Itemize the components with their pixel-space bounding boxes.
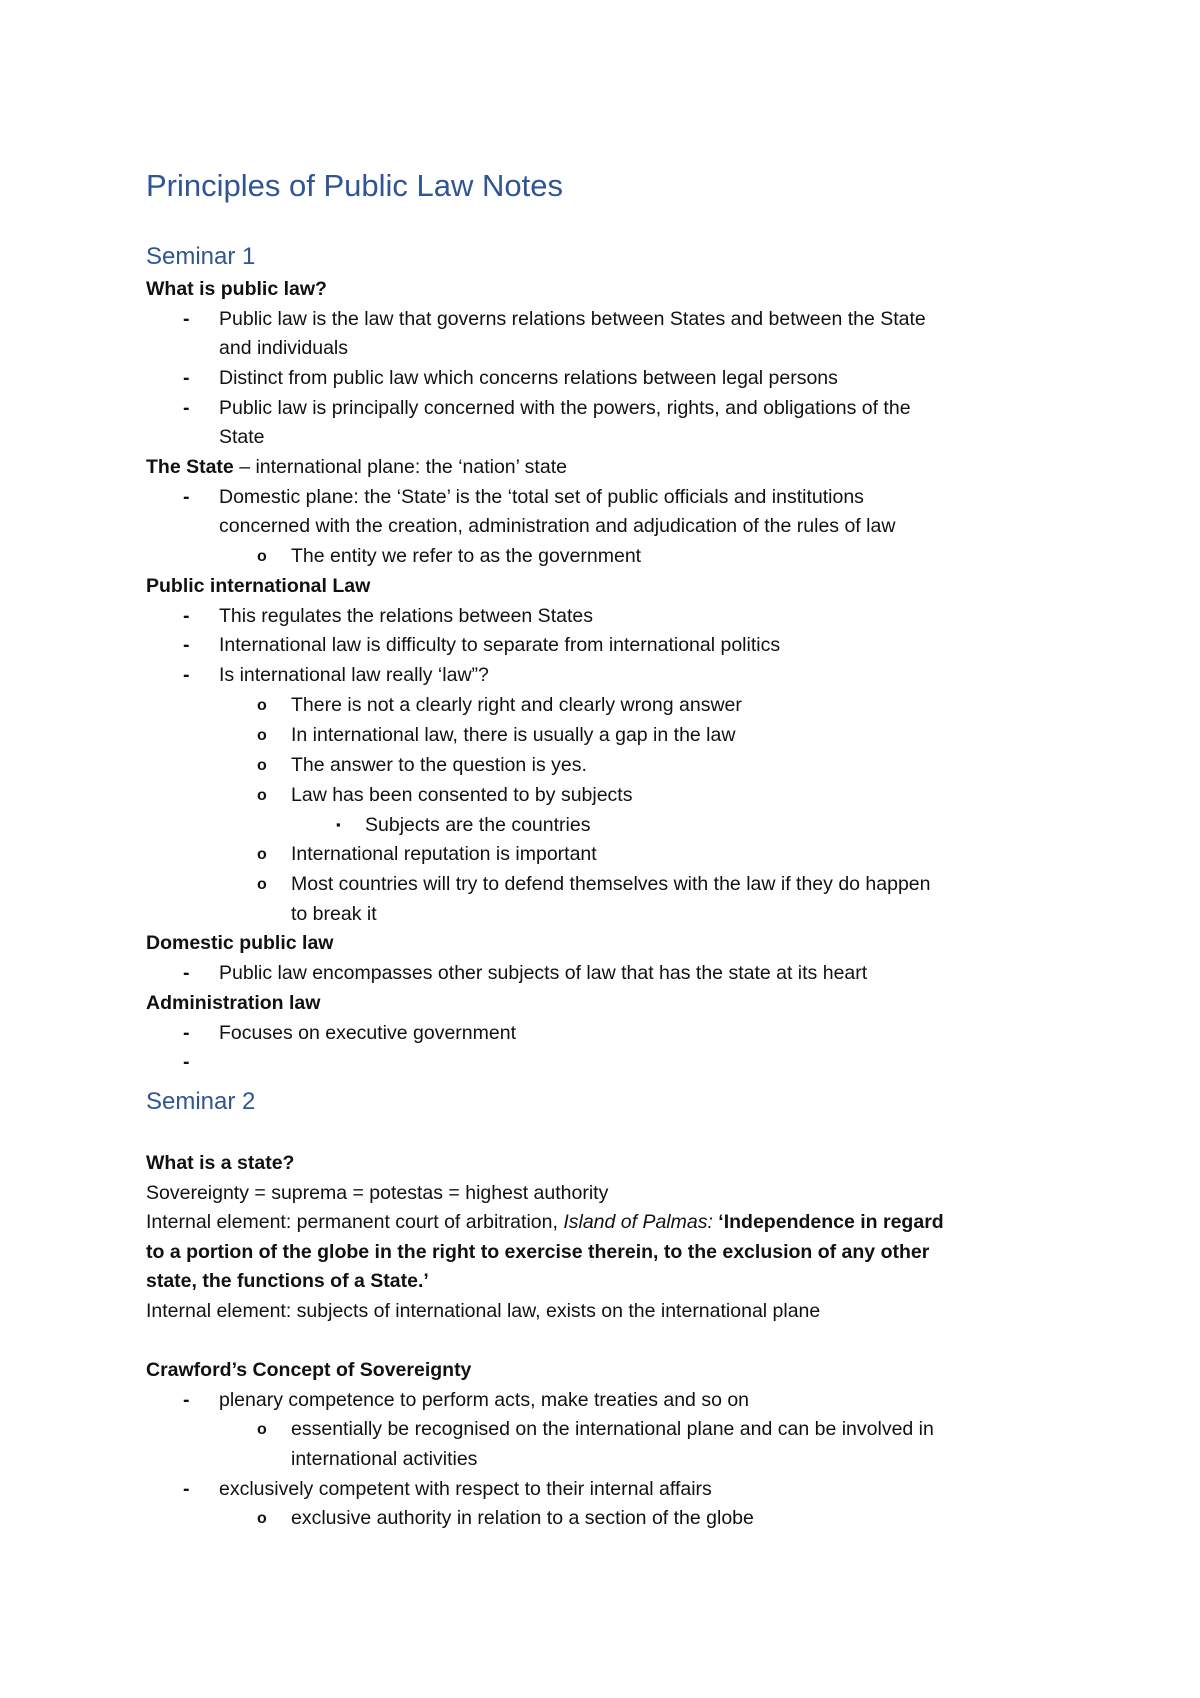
bullet-text: plenary competence to perform acts, make treaties and so on	[219, 1389, 750, 1411]
bullet-text: exclusively competent with respect to their internal affairs	[219, 1478, 712, 1500]
sub-bullet-text: essentially be recognised on the international plane and can be involved in	[291, 1418, 934, 1440]
question-state: What is a state?	[146, 1152, 295, 1174]
state-definition-line	[146, 454, 567, 480]
section-heading-pil: Public international Law	[146, 575, 371, 597]
bullet-text: Distinct from public law which concerns relations between legal persons	[219, 367, 838, 389]
internal-element-line: Internal element: subjects of international law, exists on the international plane	[146, 1300, 821, 1322]
sovereignty-line: Sovereignty = suprema = potestas = highest authority	[146, 1182, 609, 1204]
bullet-text: International law is difficulty to separate from international politics	[219, 634, 781, 656]
dash-bullet-marker: -	[183, 486, 190, 508]
dash-bullet-marker: -	[183, 962, 190, 984]
internal-element-prefix: Internal element: permanent court of arbitration,	[146, 1211, 564, 1233]
sub-bullet-text: international activities	[291, 1448, 478, 1470]
bullet-text: Focuses on executive government	[219, 1022, 516, 1044]
state-label: The State	[146, 456, 234, 478]
question-public-law: What is public law?	[146, 278, 327, 300]
sub-bullet-text: exclusive authority in relation to a section of the globe	[291, 1507, 754, 1529]
dash-bullet-marker: -	[183, 664, 190, 686]
dash-bullet-marker: -	[183, 308, 190, 330]
circle-bullet-marker: o	[257, 727, 267, 744]
dash-bullet-marker: -	[183, 1478, 190, 1500]
sub-sub-bullet-text: Subjects are the countries	[365, 814, 591, 836]
state-definition: – international plane: the ‘nation’ state	[233, 456, 567, 478]
sub-bullet-text: The entity we refer to as the government	[291, 545, 642, 567]
circle-bullet-marker: o	[257, 846, 267, 863]
bullet-text: Public law is principally concerned with the powers, rights, and obligations of the	[219, 397, 911, 419]
circle-bullet-marker: o	[257, 757, 267, 774]
seminar-1-heading: Seminar 1	[146, 243, 256, 270]
bullet-text: This regulates the relations between States	[219, 605, 593, 627]
seminar-2-heading: Seminar 2	[146, 1088, 256, 1115]
bullet-text: Public law is the law that governs relations between States and between the State	[219, 308, 926, 330]
bullet-text: concerned with the creation, administration and adjudication of the rules of law	[219, 515, 896, 537]
dash-bullet-marker: -	[183, 634, 190, 656]
bullet-text: Is international law really ‘law”?	[219, 664, 489, 686]
circle-bullet-marker: o	[257, 787, 267, 804]
case-name: Island of Palmas:	[563, 1211, 713, 1233]
dash-bullet-marker: -	[183, 397, 190, 419]
internal-element-line	[146, 1209, 944, 1235]
circle-bullet-marker: o	[257, 1421, 267, 1438]
dash-bullet-marker: -	[183, 1051, 190, 1073]
bullet-text: and individuals	[219, 337, 349, 359]
bullet-text: Domestic plane: the ‘State’ is the ‘total set of public officials and institutions	[219, 486, 864, 508]
circle-bullet-marker: o	[257, 697, 267, 714]
sub-bullet-text: to break it	[291, 903, 377, 925]
sub-bullet-text: Law has been consented to by subjects	[291, 784, 633, 806]
dash-bullet-marker: -	[183, 1022, 190, 1044]
dash-bullet-marker: -	[183, 367, 190, 389]
section-heading-al: Administration law	[146, 992, 321, 1014]
sub-bullet-text: In international law, there is usually a gap in the law	[291, 724, 736, 746]
sub-bullet-text: There is not a clearly right and clearly wrong answer	[291, 694, 742, 716]
circle-bullet-marker: o	[257, 548, 267, 565]
section-heading-dpl: Domestic public law	[146, 932, 334, 954]
case-quote-continued: to a portion of the globe in the right to exercise therein, to the exclusion of any other	[146, 1241, 930, 1263]
circle-bullet-marker: o	[257, 1510, 267, 1527]
dash-bullet-marker: -	[183, 1389, 190, 1411]
case-quote: ‘Independence in regard	[712, 1211, 944, 1233]
sub-bullet-text: The answer to the question is yes.	[291, 754, 587, 776]
bullet-text: State	[219, 426, 265, 448]
document-title: Principles of Public Law Notes	[146, 168, 563, 203]
sub-bullet-text: Most countries will try to defend themselves with the law if they do happen	[291, 873, 931, 895]
bullet-text: Public law encompasses other subjects of law that has the state at its heart	[219, 962, 868, 984]
dash-bullet-marker: -	[183, 605, 190, 627]
section-heading-crawford: Crawford’s Concept of Sovereignty	[146, 1359, 472, 1381]
case-quote-continued: state, the functions of a State.’	[146, 1270, 429, 1292]
square-bullet-marker: ▪	[336, 817, 341, 832]
circle-bullet-marker: o	[257, 876, 267, 893]
sub-bullet-text: International reputation is important	[291, 843, 597, 865]
